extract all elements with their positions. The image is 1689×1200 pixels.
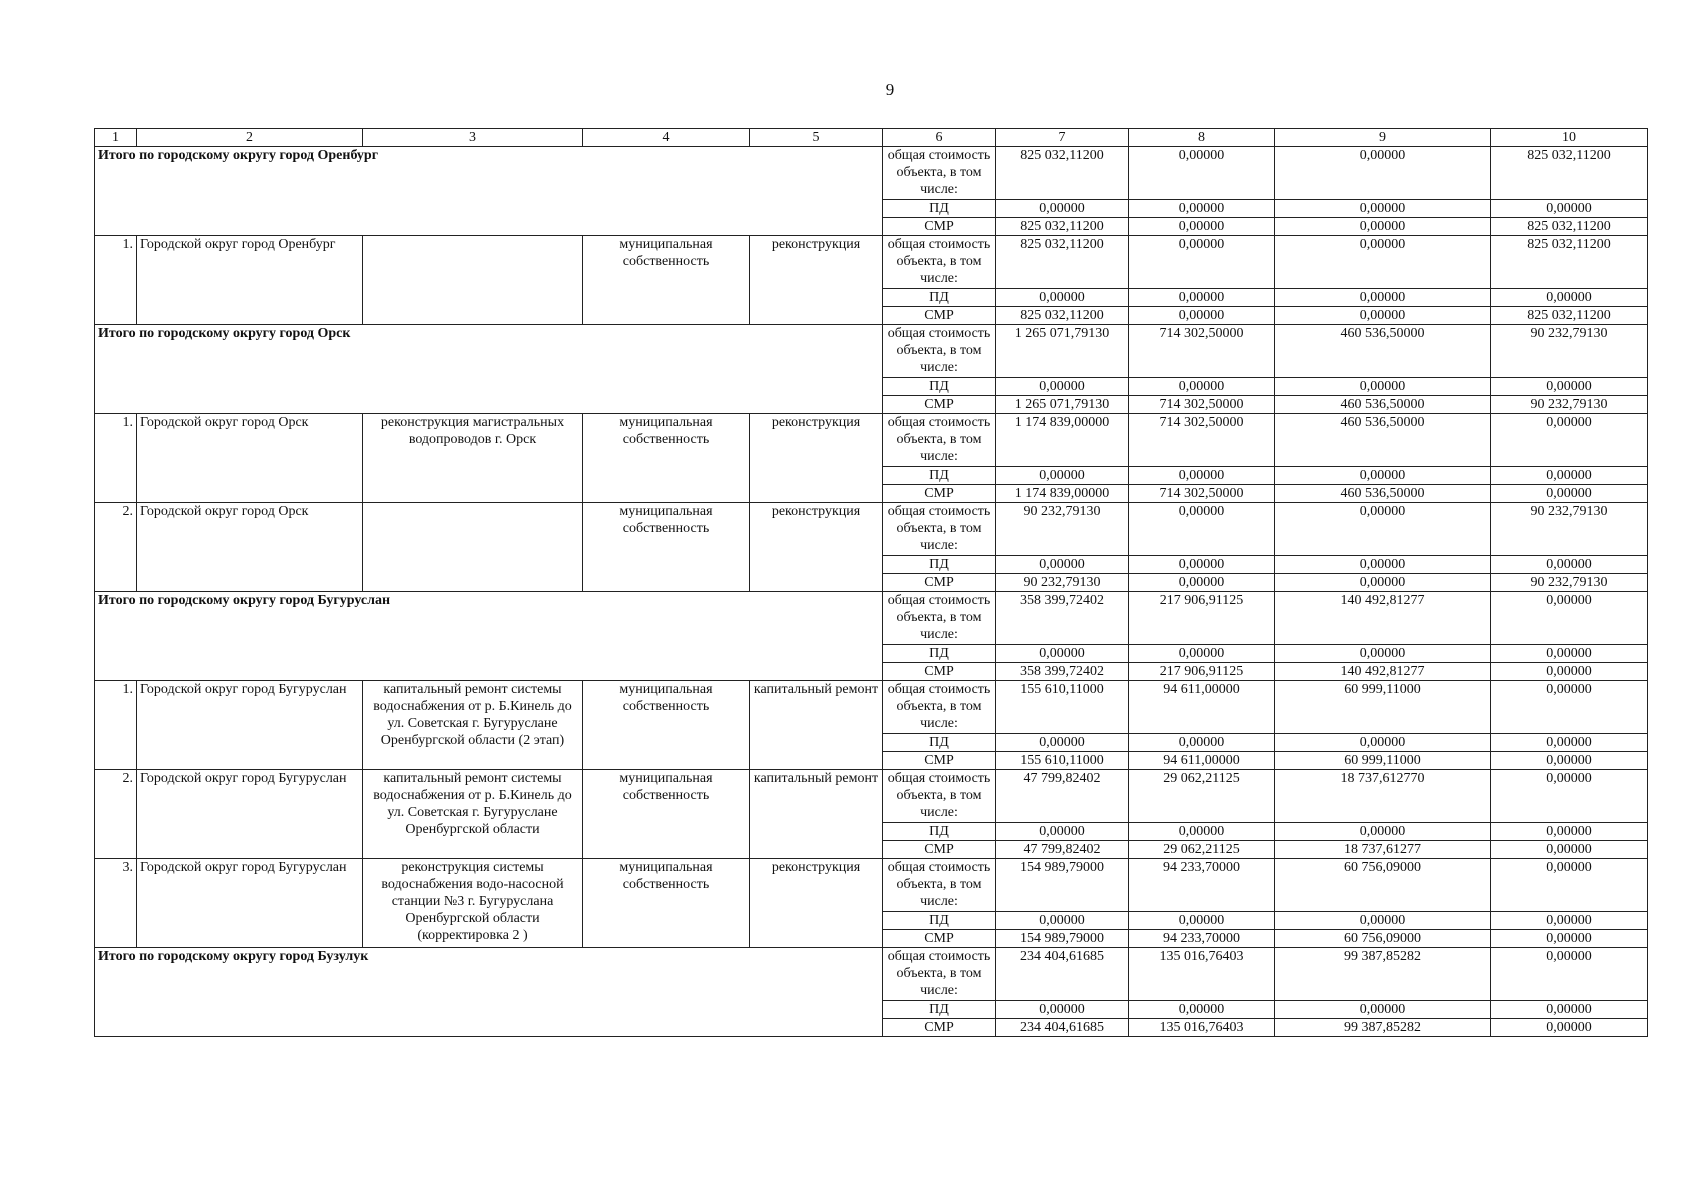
row-type-total: общая стоимость объекта, в том числе: [883,147,996,200]
value-cell: 154 989,79000 [996,930,1129,948]
value-cell: 460 536,50000 [1275,485,1491,503]
row-type-pd: ПД [883,289,996,307]
section-total-row [95,147,1648,200]
value-cell: 0,00000 [1129,912,1275,930]
item-ownership: муниципальная собственность [583,503,750,592]
value-cell: 140 492,81277 [1275,663,1491,681]
row-type-total: общая стоимость объекта, в том числе: [883,592,996,645]
value-cell: 217 906,91125 [1129,663,1275,681]
column-header: 3 [363,129,583,147]
row-type-total: общая стоимость объекта, в том числе: [883,236,996,289]
section-total-row [95,948,1648,1001]
value-cell: 135 016,76403 [1129,948,1275,1001]
value-cell: 825 032,11200 [996,307,1129,325]
value-cell: 0,00000 [1491,485,1648,503]
row-type-pd: ПД [883,200,996,218]
value-cell: 0,00000 [1491,734,1648,752]
section-title: Итого по городскому округу город Бузулук [95,948,883,1037]
item-object: капитальный ремонт системы водоснабжения от р. Б.Кинель до ул. Советская г. Бугуруслане Оренбургской области [363,770,583,859]
item-row [95,236,1648,289]
section-title: Итого по городскому округу город Оренбург [95,147,883,236]
value-cell: 0,00000 [1491,414,1648,467]
value-cell: 0,00000 [1129,236,1275,289]
value-cell: 0,00000 [1491,289,1648,307]
value-cell: 0,00000 [1491,378,1648,396]
value-cell: 0,00000 [1275,218,1491,236]
value-cell: 0,00000 [1275,378,1491,396]
value-cell: 460 536,50000 [1275,325,1491,378]
item-name: Городской округ город Оренбург [137,236,363,325]
item-work-type: реконструкция [750,236,883,325]
column-header: 1 [95,129,137,147]
row-type-smr: СМР [883,1019,996,1037]
column-header: 6 [883,129,996,147]
item-name: Городской округ город Бугуруслан [137,770,363,859]
value-cell: 90 232,79130 [1491,574,1648,592]
value-cell: 29 062,21125 [1129,841,1275,859]
row-type-total: общая стоимость объекта, в том числе: [883,503,996,556]
item-object: реконструкция магистральных водопроводов г. Орск [363,414,583,503]
row-type-pd: ПД [883,645,996,663]
value-cell: 0,00000 [996,734,1129,752]
column-header: 2 [137,129,363,147]
value-cell: 0,00000 [1275,236,1491,289]
value-cell: 90 232,79130 [1491,396,1648,414]
value-cell: 0,00000 [1275,574,1491,592]
section-title: Итого по городскому округу город Бугуруслан [95,592,883,681]
value-cell: 0,00000 [1275,147,1491,200]
value-cell: 714 302,50000 [1129,396,1275,414]
value-cell: 140 492,81277 [1275,592,1491,645]
value-cell: 825 032,11200 [996,147,1129,200]
row-type-pd: ПД [883,823,996,841]
table-body [95,129,1648,1037]
value-cell: 217 906,91125 [1129,592,1275,645]
value-cell: 0,00000 [1491,859,1648,912]
item-row [95,503,1648,556]
value-cell: 60 756,09000 [1275,930,1491,948]
value-cell: 1 265 071,79130 [996,325,1129,378]
value-cell: 60 999,11000 [1275,681,1491,734]
item-row [95,770,1648,823]
item-object [363,503,583,592]
row-type-total: общая стоимость объекта, в том числе: [883,948,996,1001]
row-type-total: общая стоимость объекта, в том числе: [883,770,996,823]
value-cell: 0,00000 [996,823,1129,841]
value-cell: 0,00000 [1129,200,1275,218]
value-cell: 90 232,79130 [996,574,1129,592]
row-type-smr: СМР [883,485,996,503]
value-cell: 47 799,82402 [996,770,1129,823]
item-number: 1. [95,236,137,325]
row-type-pd: ПД [883,378,996,396]
item-ownership: муниципальная собственность [583,236,750,325]
value-cell: 18 737,612770 [1275,770,1491,823]
value-cell: 0,00000 [996,1001,1129,1019]
value-cell: 825 032,11200 [1491,147,1648,200]
value-cell: 1 174 839,00000 [996,485,1129,503]
section-total-row [95,592,1648,645]
row-type-total: общая стоимость объекта, в том числе: [883,681,996,734]
value-cell: 0,00000 [1275,467,1491,485]
item-number: 2. [95,503,137,592]
row-type-smr: СМР [883,930,996,948]
row-type-pd: ПД [883,1001,996,1019]
value-cell: 0,00000 [1129,1001,1275,1019]
value-cell: 0,00000 [1275,734,1491,752]
value-cell: 0,00000 [1491,645,1648,663]
value-cell: 0,00000 [1129,218,1275,236]
item-ownership: муниципальная собственность [583,770,750,859]
value-cell: 0,00000 [996,467,1129,485]
item-ownership: муниципальная собственность [583,681,750,770]
item-name: Городской округ город Бугуруслан [137,859,363,948]
value-cell: 0,00000 [1491,770,1648,823]
value-cell: 0,00000 [1491,663,1648,681]
value-cell: 0,00000 [996,556,1129,574]
row-type-pd: ПД [883,912,996,930]
value-cell: 0,00000 [1275,823,1491,841]
column-header: 10 [1491,129,1648,147]
section-title: Итого по городскому округу город Орск [95,325,883,414]
value-cell: 0,00000 [1491,1019,1648,1037]
column-header: 4 [583,129,750,147]
row-type-pd: ПД [883,467,996,485]
value-cell: 0,00000 [996,645,1129,663]
value-cell: 0,00000 [1491,930,1648,948]
column-header: 7 [996,129,1129,147]
item-work-type: капитальный ремонт [750,681,883,770]
item-ownership: муниципальная собственность [583,414,750,503]
value-cell: 94 611,00000 [1129,681,1275,734]
value-cell: 135 016,76403 [1129,1019,1275,1037]
value-cell: 0,00000 [1129,378,1275,396]
value-cell: 825 032,11200 [996,236,1129,289]
value-cell: 0,00000 [1275,289,1491,307]
value-cell: 94 611,00000 [1129,752,1275,770]
value-cell: 0,00000 [996,912,1129,930]
item-number: 1. [95,681,137,770]
value-cell: 0,00000 [1491,556,1648,574]
value-cell: 154 989,79000 [996,859,1129,912]
header-row [95,129,1648,147]
value-cell: 0,00000 [1275,503,1491,556]
value-cell: 234 404,61685 [996,948,1129,1001]
value-cell: 0,00000 [1129,307,1275,325]
value-cell: 0,00000 [1275,912,1491,930]
budget-table [94,128,1648,1037]
value-cell: 18 737,61277 [1275,841,1491,859]
row-type-smr: СМР [883,307,996,325]
row-type-total: общая стоимость объекта, в том числе: [883,859,996,912]
item-work-type: реконструкция [750,503,883,592]
value-cell: 825 032,11200 [1491,236,1648,289]
value-cell: 0,00000 [1491,912,1648,930]
row-type-total: общая стоимость объекта, в том числе: [883,325,996,378]
value-cell: 94 233,70000 [1129,930,1275,948]
value-cell: 0,00000 [996,378,1129,396]
row-type-pd: ПД [883,556,996,574]
row-type-total: общая стоимость объекта, в том числе: [883,414,996,467]
item-object: капитальный ремонт системы водоснабжения от р. Б.Кинель до ул. Советская г. Бугуруслане Оренбургской области (2 этап) [363,681,583,770]
value-cell: 0,00000 [1491,681,1648,734]
value-cell: 0,00000 [996,289,1129,307]
row-type-smr: СМР [883,218,996,236]
value-cell: 60 999,11000 [1275,752,1491,770]
value-cell: 0,00000 [1491,841,1648,859]
value-cell: 1 174 839,00000 [996,414,1129,467]
value-cell: 0,00000 [1129,289,1275,307]
value-cell: 0,00000 [1129,556,1275,574]
value-cell: 358 399,72402 [996,592,1129,645]
value-cell: 99 387,85282 [1275,1019,1491,1037]
value-cell: 0,00000 [1491,752,1648,770]
item-ownership: муниципальная собственность [583,859,750,948]
value-cell: 0,00000 [1275,645,1491,663]
item-work-type: реконструкция [750,414,883,503]
row-type-pd: ПД [883,734,996,752]
page-number: 9 [885,80,895,99]
column-header: 5 [750,129,883,147]
value-cell: 825 032,11200 [996,218,1129,236]
value-cell: 0,00000 [1275,307,1491,325]
value-cell: 0,00000 [1129,467,1275,485]
item-name: Городской округ город Бугуруслан [137,681,363,770]
item-work-type: реконструкция [750,859,883,948]
item-name: Городской округ город Орск [137,414,363,503]
row-type-smr: СМР [883,752,996,770]
value-cell: 0,00000 [1491,200,1648,218]
row-type-smr: СМР [883,841,996,859]
value-cell: 99 387,85282 [1275,948,1491,1001]
value-cell: 825 032,11200 [1491,218,1648,236]
value-cell: 825 032,11200 [1491,307,1648,325]
item-object: реконструкция системы водоснабжения водо-насосной станции №3 г. Бугуруслана Оренбургской области (корректировка 2 ) [363,859,583,948]
value-cell: 460 536,50000 [1275,414,1491,467]
value-cell: 29 062,21125 [1129,770,1275,823]
value-cell: 94 233,70000 [1129,859,1275,912]
item-row [95,681,1648,734]
value-cell: 0,00000 [1129,574,1275,592]
value-cell: 0,00000 [1275,1001,1491,1019]
value-cell: 460 536,50000 [1275,396,1491,414]
value-cell: 358 399,72402 [996,663,1129,681]
column-header: 9 [1275,129,1491,147]
row-type-smr: СМР [883,396,996,414]
value-cell: 0,00000 [1275,200,1491,218]
value-cell: 0,00000 [1129,503,1275,556]
value-cell: 714 302,50000 [1129,414,1275,467]
value-cell: 0,00000 [1275,556,1491,574]
item-name: Городской округ город Орск [137,503,363,592]
value-cell: 714 302,50000 [1129,485,1275,503]
item-row [95,414,1648,467]
value-cell: 234 404,61685 [996,1019,1129,1037]
value-cell: 0,00000 [1129,147,1275,200]
section-total-row [95,325,1648,378]
row-type-smr: СМР [883,663,996,681]
value-cell: 0,00000 [1491,467,1648,485]
value-cell: 0,00000 [1491,592,1648,645]
value-cell: 714 302,50000 [1129,325,1275,378]
value-cell: 47 799,82402 [996,841,1129,859]
row-type-smr: СМР [883,574,996,592]
value-cell: 90 232,79130 [1491,325,1648,378]
item-number: 3. [95,859,137,948]
value-cell: 0,00000 [1491,823,1648,841]
item-work-type: капитальный ремонт [750,770,883,859]
value-cell: 60 756,09000 [1275,859,1491,912]
value-cell: 0,00000 [996,200,1129,218]
item-number: 2. [95,770,137,859]
item-number: 1. [95,414,137,503]
value-cell: 0,00000 [1491,948,1648,1001]
column-header: 8 [1129,129,1275,147]
value-cell: 0,00000 [1491,1001,1648,1019]
value-cell: 1 265 071,79130 [996,396,1129,414]
value-cell: 155 610,11000 [996,752,1129,770]
item-object [363,236,583,325]
value-cell: 155 610,11000 [996,681,1129,734]
item-row [95,859,1648,912]
value-cell: 0,00000 [1129,734,1275,752]
value-cell: 0,00000 [1129,823,1275,841]
value-cell: 0,00000 [1129,645,1275,663]
value-cell: 90 232,79130 [996,503,1129,556]
value-cell: 90 232,79130 [1491,503,1648,556]
